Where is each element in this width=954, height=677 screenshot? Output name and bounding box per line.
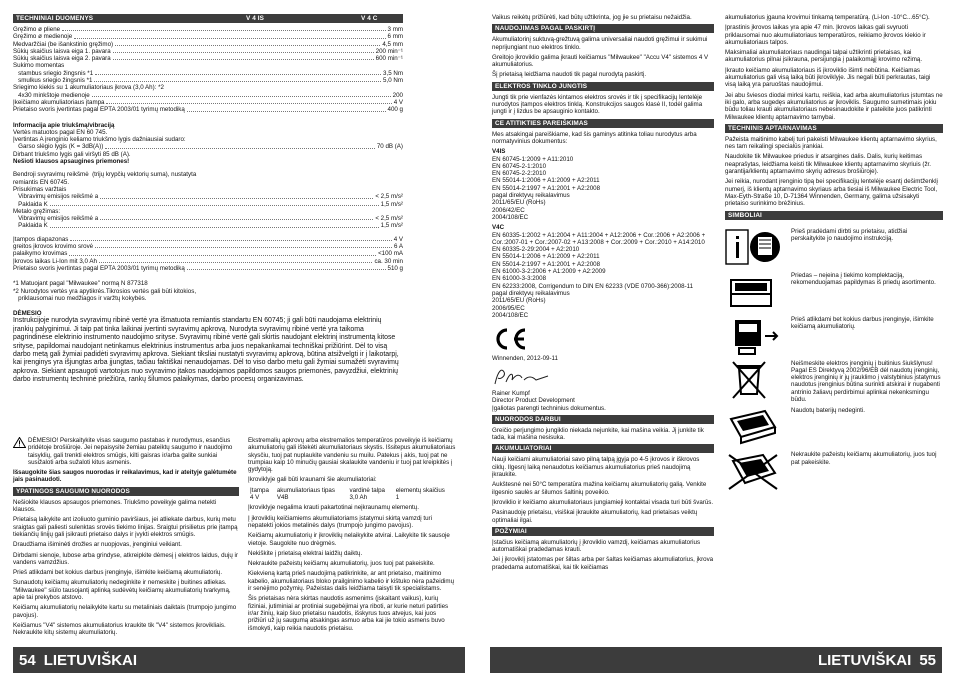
dotted-row xyxy=(13,92,403,99)
service-paragraph: Naudokite tik Milwaukee priedus ir atsargines dalis. Dalis, kurių keitimas neaprašytas, leidžiama keisti tik Milwaukee klientų aptarnavimo skyriuis (žr. garantija/klientų aptarnavimo skyrių adresus brošiūroje). xyxy=(725,153,931,176)
row-label: Prietaiso svoris įvertintas pagal EPTA 2003/01 tyrimų metodiką xyxy=(13,264,185,272)
row-value: 6 A xyxy=(394,243,403,251)
footnote-line: priklausomai nuo medžiagos ir varžtų kokybės. xyxy=(13,294,147,302)
row-value: 4 V xyxy=(393,98,403,106)
mid-paragraph: Keičiamų akumuliatorių ir įkroviklių nelaikykite atvirai. Laikykite tik sausoje vietoje. Saugokite nuo drėgmės. xyxy=(248,532,450,547)
damaged-battery-icon xyxy=(725,451,781,491)
ce-standard: 2006/95/EC xyxy=(492,304,525,312)
safety-column xyxy=(13,437,239,640)
dotted-row xyxy=(13,222,403,229)
section-paragraph: Įkroviklio ir keičiamo akumuliatoriaus jungiamieji kontaktai visada turi būti švarūs. xyxy=(492,498,714,506)
safety-paragraph: Nešiokite klausos apsaugos priemones. Triukšmo poveikyje galima netekti klausos. xyxy=(13,498,217,514)
symbol-row-manual xyxy=(725,228,943,268)
safety-paragraph: Sunaudotų keičiamų akumuliatorių nedeginkite ir nemeskite į buitines atliekas. "Milwaukee" siūlo tausojantį aplinką sudėvėtų keičiamų akumuliatorių tvarkymą, apie tai prekybos atstovo. xyxy=(13,579,231,602)
right-intro-paragraph: Vaikus reikėtų prižiūrėti, kad būtų užtikrinta, jog jie su prietaisu nežaidžia. xyxy=(492,14,692,21)
symbol-text-accessory: Priedas – neįeina į tiekimo komplektaciją, rekomenduojamas papildymas iš priedų asortimento. xyxy=(791,271,936,286)
right-col2-paragraph: Maksimaliai akumuliatoriaus naudingai talpai užtikrinti prietaisas, kai akumuliatorius pilnai įsikrauna, persijungia į palaikomąjį krovimo režimą. xyxy=(725,49,923,64)
dotted-row xyxy=(13,48,403,55)
symbol-row-accessory xyxy=(725,272,943,312)
leader-dots xyxy=(50,201,379,206)
symbol-row-damaged xyxy=(725,451,943,491)
symbol-text-damaged: Nekraukite pažeistų keičiamų akumuliatorių, juos tuoj pat pakeiskite. xyxy=(791,451,937,466)
right-intro xyxy=(492,14,714,21)
row-value: 6 mm xyxy=(387,33,403,41)
leader-dots xyxy=(106,99,391,104)
row-label: palaikymo krovimas xyxy=(13,250,68,258)
ce-signer xyxy=(492,390,714,405)
safety-paras xyxy=(13,499,239,637)
demesio-title: DĖMESIO xyxy=(13,310,42,318)
noise-line: Dirbant triukšmo lygis gali viršyti 85 dB (A). xyxy=(13,150,131,158)
row-label: Gręžimo ø pliene xyxy=(13,26,61,33)
footnote-line: *1 Matuojant pagal "Milwaukee" normą N 877318 xyxy=(13,280,148,288)
dotted-row xyxy=(13,26,403,33)
battery-table-header: Įtampa xyxy=(250,486,269,494)
symbol-text-burn: Naudotų baterijų nedeginti. xyxy=(791,407,865,415)
leader-dots xyxy=(187,265,386,270)
symbol-row-remove xyxy=(725,316,943,356)
battery-table xyxy=(248,487,456,502)
section-header: AKUMULIATORIAI xyxy=(492,444,714,453)
row-label: smulkus sriegio žingsnis *1 xyxy=(13,77,93,85)
ce-standard: EN 61000-3-2:2006 + A1:2009 + A2:2009 xyxy=(492,268,606,276)
noise-line: Įvertintas A įrenginio keliamo triukšmo lygis dažniausiai sudaro: xyxy=(13,136,186,144)
section-paragraph: Aukštesnė nei 50°C temperatūra mažina keičiamų akumuliatorių galią. Venkite ilgesnio saulės ar šilumos šaltinių poveikio. xyxy=(492,481,707,496)
row-label: Įkrovos laikas Li-Ion mit 3,0 Ah xyxy=(13,257,97,265)
dotted-row xyxy=(13,236,403,243)
safety-paragraph: Prietaisą laikykite ant izoliuoto guminio paviršiaus, jei atliekate darbus, kurių metu sraigtas gali paliesti sulenktas srovės tiekimo linijas. Sraigtui prisilietus prie įtampą tiekiančių linijų gali įsikrauti prietaiso dalys ir įvykti elektros smūgis. xyxy=(13,516,238,538)
row-label: Sūkių skaičius laisva eiga 2. pavara xyxy=(13,55,111,63)
row-label: Vibravimų emisijos reikšmė a xyxy=(13,215,99,223)
ce-intro: Mes atsakingai pareiškiame, kad šis gaminys atitinka toliau nurodytus arba normatyvinius dokumentus: xyxy=(492,130,697,145)
mid-paragraph: Nekiškite į prietaisą elektrai laidžių daiktų. xyxy=(248,549,363,557)
leader-dots xyxy=(99,258,373,263)
symbol-row-burn xyxy=(725,407,943,447)
vibration-line: Bendroji svyravimų reikšmė (trijų krypčių vektorių suma), nustatyta xyxy=(13,171,197,179)
battery-table-cell: 1 xyxy=(395,494,400,502)
warning-keep: Išsaugokite šias saugos nuorodas ir reikalavimus, kad ir ateityje galėtumėte jais pasinaudoti. xyxy=(13,469,237,484)
right-col2-paras xyxy=(725,14,943,121)
right-col2-paragraph: Įkrauto keičiamo akumuliatoriaus iš įkroviklio išimti nebūtina. Keičiamas akumuliatorius gali visą laiką būti įkroviklyje. Jis negali būti perkrautas, taigi visą laiką yra paruoštas naudojimui. xyxy=(725,66,931,89)
safety-header: YPATINGOS SAUGUMO NUORODOS xyxy=(13,487,239,496)
right-col-1 xyxy=(492,14,714,574)
leader-dots xyxy=(187,106,386,111)
right-sections-1 xyxy=(492,24,714,115)
mid-paragraph: Kiekvieną kartą prieš naudojimą patikrinkite, ar ant prietaiso, maitinimo kabelio, akumuliatoriaus bloko prailginimo kabelio ir kištuko nėra pažeidimų ir senėjimo požymių. Pažeistas dalis leidžiama taisyti tik specialistams. xyxy=(248,570,455,593)
battery-table-cell: 3,0 Ah xyxy=(349,494,368,502)
row-value: 400 g xyxy=(387,106,403,114)
ce-standard: EN 55014-1:2006 + A1:2009 + A2:2011 xyxy=(492,177,600,185)
page-number-right: 55 xyxy=(919,651,936,669)
ce-place: Winnenden, 2012-09-11 xyxy=(492,355,558,363)
right-col2-paragraph: akumuliatorius įgauna krovimui tinkamą temperatūrą. (Li-Ion -10°C...65°C). xyxy=(725,14,930,21)
leader-dots xyxy=(70,236,391,241)
spec-col2: V 4 C xyxy=(361,15,378,22)
leader-dots xyxy=(74,33,385,38)
row-label: 4x30 minkštoje medienoje xyxy=(13,91,90,99)
symbol-text-manual: Prieš pradėdami dirbti su prietaisu, atidžiai perskaitykite jo naudojimo instrukciją. xyxy=(791,227,908,242)
row-value: <100 mA xyxy=(378,250,403,258)
battery-table-cell: V4B xyxy=(276,494,289,502)
footnotes xyxy=(13,280,403,302)
leader-dots xyxy=(113,48,374,53)
noise-line: Vertės matuotos pagal EN 60 745. xyxy=(13,128,108,136)
row-value: ca. 30 min xyxy=(374,257,403,265)
ce-standard: EN 60745-2-2:2010 xyxy=(492,170,547,178)
dotted-row xyxy=(13,215,403,222)
charger-block xyxy=(13,236,403,272)
right-col2-paragraph: Įprastinis įkrovos laikas yra apie 47 min. Įkrovos laikas gali svyruoti priklausomai nuo akumuliatoriaus temperatūros, reikiamo įkrovos kiekio ir akumuliatoriaus talpos. xyxy=(725,24,926,46)
battery-table-header: vardinė talpa xyxy=(349,486,385,494)
leader-dots xyxy=(100,215,373,220)
dotted-row xyxy=(13,258,403,265)
demesio-text: Instrukcijoje nurodyta svyravimų ribinė vertė yra išmatuota remiantis standartu EN 60745; ji gali būti naudojama elektrinių įrankių palyginimui. Ji taip pat tinka laikinai įvertinti svyravimų apkrovą. Nurodyta svyravimų ribinė vertė yra taikoma pagrindinėse elektrinio instrumento naudojimo srityse. Svyravimų ribinė vertė gali skirtis naudojant elektrinį instrumentą kitose srityse, papildomai naudojant netinkamus elektrinius instrumentus arba juos nepakankamai techniškai prižiūrint. Dėl to visą darbo metą gali žymiai padidėti svyravimų apkrova. Siekiant tiksliai nustatyti svyravimų apkrovą, būtina atsižvelgti ir į laikotarpį, kai įrenginys yra išjungtas arba įjungtas, tačiau faktiškai nenaudojamas. Dėl to viso darbo metu gali žymiai sumažėti svyravimų apkrova. Siekiant apsaugoti vartotojus nuo svyravimo įtakos naudojamos papildomos saugos priemonės, pavyzdžiui, elektrinių darbo instrumentų techninė priežiūra, rankų šilumos palaikymas, darbo procesų organizavimas. xyxy=(13,317,399,384)
vibration-block xyxy=(13,171,403,229)
section-paragraph: Jungti tik prie vienfazės kintamos elektros srovės ir tik į specifikacijų lentelėje nurodytos įtampos elektros tinklą. Konstrukcijos saugos klasė II, todėl galima jungti ir į lizdus be apsauginio kontakto. xyxy=(492,93,703,116)
row-value: 200 xyxy=(392,91,403,99)
mid-column xyxy=(248,437,456,635)
mid-paragraph: Ekstremalių apkrovų arba ekstremalios temperatūros poveikyje iš keičiamų akumuliatorių gali ištekėti akumuliatoriaus skystis. Išsitepus akumuliatoriaus skysčiu, tuoj pat nuplaukite vandeniu su muilu. Patekus į akis, tuoj pat ne trumpiau kaip 10 minučių gausiai skalaukite vandeniu ir tuoj pat kreipkitės į gydytoją. xyxy=(248,437,456,474)
row-value: 600 min⁻¹ xyxy=(375,55,403,63)
spec-header xyxy=(13,14,403,23)
spec-row-label: Sriegimo kiekis su 1 akumuliatoriaus įkrova (3,0 Ah): *2 xyxy=(13,84,164,92)
section-paragraph: Greitojo įkroviklio galima įkrauti keičiamus "Milwaukee" "Accu V4" sistemos 4 V akumuliatorius. xyxy=(492,53,709,69)
row-label: Įtampos diapazonas xyxy=(13,235,69,243)
ce-standard: 2006/42/EC xyxy=(492,206,525,214)
ce-standard: pagal direktyvų reikalavimus xyxy=(492,289,570,297)
noise-label: Garso slėgio lygis (K = 3dB(A)) xyxy=(13,143,104,151)
spec-rows xyxy=(13,26,403,114)
section-header: POŽYMIAI xyxy=(492,527,714,536)
symbol-text-remove: Prieš atlikdami bet kokius darbus įrenginyje, išimkite keičiamą akumuliatorių. xyxy=(791,315,934,330)
ce-standard: 2004/108/EC xyxy=(492,213,529,221)
ce-standard: 2011/65/EU (RoHs) xyxy=(492,199,546,207)
dotted-row xyxy=(13,33,403,40)
row-value: 510 g xyxy=(387,264,403,272)
row-label: greitos įkrovos krovimo srovė xyxy=(13,243,94,251)
leader-dots xyxy=(50,222,379,227)
leader-dots xyxy=(92,92,391,97)
dotted-row xyxy=(13,77,403,84)
row-value: 3,5 Nm xyxy=(383,69,403,77)
noise-warning: Nešioti klausos apsaugines priemones! xyxy=(13,158,130,166)
row-label: Sūkių skaičius laisva eiga 1. pavara xyxy=(13,47,111,55)
spec-title: TECHNINIAI DUOMENYS xyxy=(16,15,94,22)
ce-list-2 xyxy=(492,232,714,320)
ce-standard: EN 55014-2:1997 + A1:2001 + A2:2008 xyxy=(492,184,601,192)
ce-model-2: V4C xyxy=(492,224,505,232)
ce-signer-line: Director Product Development xyxy=(492,397,575,405)
row-value: 3 mm xyxy=(387,26,403,33)
leader-dots xyxy=(69,250,376,255)
safety-paragraph: Keičiamų akumuliatorių nelaikykite kartu su metaliniais daiktais (trumpojo jungimo pavojus). xyxy=(13,604,237,619)
dotted-row xyxy=(13,55,403,62)
weee-bin-icon xyxy=(725,360,781,400)
row-label: Gręžimo ø medienoje xyxy=(13,33,73,41)
safety-paragraph: Dirbdami sienoje, lubose arba grindyse, atkreipkite dėmesį į elektros laidus, dujų ir vandens vamzdžius. xyxy=(13,551,238,566)
spec-row-label: Sukimo momentas xyxy=(13,62,65,70)
section-paragraph: Jei į įkroviklį įstatomas per šiltas arba per šaltas keičiamas akumuliatorius, įkrova pradedama automatiškai, kai tik keičiamas xyxy=(492,556,714,571)
ce-model-1: V4IS xyxy=(492,148,506,156)
vibration-sub: Metalo gręžimas: xyxy=(13,207,61,215)
right-col-2 xyxy=(725,14,943,495)
row-value: 1,5 m/s² xyxy=(380,200,403,208)
footer-left xyxy=(13,647,465,673)
section-header: ELEKTROS TINKLO JUNGTIS xyxy=(492,82,714,91)
dotted-row xyxy=(13,193,403,200)
service-paragraph: Jei reikia, nurodant įrenginio tipą bei specifikacijų lentelėje esantį dešimtženklį numerį, iš klientų aptarnavimo skyriaus arba tiesiai iš Milwaukee Electric Tool, Max-Eyth-Straße 10, D-71364 Winnenden, Germany, galima užsisakyti prietaiso surinkimo brėžinius. xyxy=(725,178,938,208)
ce-header: CE ATITIKTIES PAREIŠKIMAS xyxy=(492,119,714,128)
noise-title: Informacija apie triukšmą/vibraciją xyxy=(13,121,115,129)
leader-dots xyxy=(113,55,374,60)
ce-signer-line: Rainer Kumpf xyxy=(492,389,530,397)
vibration-line: remiantis EN 60745. xyxy=(13,178,70,186)
signature-icon xyxy=(492,366,552,388)
ce-standard: pagal direktyvų reikalavimus xyxy=(492,192,570,200)
safety-paragraph: Prieš atlikdami bet kokius darbus įrenginyje, išimkite keičiamą akumuliatorių. xyxy=(13,569,223,577)
service-paragraph: Pažeista maitinimo kabelį turi pakeisti Milwaukee klientų aptarnavimo skyrius, nes tam reikalingi specialūs įrankiai. xyxy=(725,135,937,151)
section-header: NUORODOS DARBUI xyxy=(492,415,714,424)
ce-standard: EN 61000-3-3:2008 xyxy=(492,275,547,283)
mid-paragraph: Šis prietaisas nėra skirtas naudotis asmenims (įskaitant vaikus), kurių fiziniai, jutiminiai ar protiniai sugebėjimai yra riboti, ar kurie neturi patirties ir/ar žinių, kaip šiuo prietaisu naudotis, išskyrus tuos atvejus, kai juos prižiūri už jų saugumą atsakingas asmuo arba kai jie tokio asmens buvo išmokyti, kaip reikia naudotis prietaisu. xyxy=(248,595,449,632)
noise-row xyxy=(13,143,403,150)
row-value: 4 V xyxy=(393,235,403,243)
dotted-row xyxy=(13,99,403,106)
ce-list-1 xyxy=(492,156,714,222)
leader-dots xyxy=(115,41,380,46)
row-label: Vibravimų emisijos reikšmė a xyxy=(13,193,99,201)
warning-text: DĖMESIO! Perskaitykite visas saugumo pastabas ir nurodymus, esančius pridėtoje brošiūroje. Jei nepaisysite žemiau pateiktų saugumo ir naudojimo taisyklių, gali trenkti elektros smūgis, kilti gaisras ir/arba galite sunkiai susižaloti arba sužaloti kitus asmenis. xyxy=(28,437,233,466)
manual-icon xyxy=(725,228,781,268)
symbols-header: SIMBOLIAI xyxy=(725,211,943,220)
dotted-row xyxy=(13,250,403,257)
battery-charge-icon xyxy=(725,407,781,447)
row-value: 4,5 mm xyxy=(382,40,403,48)
section-header: NAUDOJIMAS PAGAL PASKIRTĮ xyxy=(492,24,714,33)
row-label: Įkeičiamo akumuliatoriaus įtampa xyxy=(13,98,105,106)
ce-standard: EN 60335-1:2002 + A1:2004 + A11:2004 + A12:2006 + Cor.:2006 + A2:2006 + Cor.:2007-01 + Cor.:2007-02 + A13:2008 + Cor.:2009 + Cor.:2010 + A14:2010 xyxy=(492,231,707,246)
right-sections-1b xyxy=(492,415,714,571)
ce-authorized: Įgaliotas parengti techninius dokumentus. xyxy=(492,404,606,412)
page-number-left: 54 xyxy=(19,651,36,669)
safety-paragraph: Draudžiama išiminėti drožles ar nuopjovas, įrenginiui veikiant. xyxy=(13,541,182,549)
vibration-line: Prisukimas varžtais xyxy=(13,185,67,193)
ce-standard: EN 62233:2008, Corrigendum to DIN EN 62233 (VDE 0700-366):2008-11 xyxy=(492,282,694,290)
row-value: 200 min⁻¹ xyxy=(375,47,403,55)
battery-table-cell: 4 V xyxy=(250,494,260,502)
row-value: 5,0 Nm xyxy=(383,77,403,85)
mid-paragraph: Į įkroviklių keičiamiems akumuliatoriams įstatymui skirtą vamzdį turi nepatekti jokios metalinės dalys (trumpojo jungimo pavojus). xyxy=(248,514,432,529)
leader-dots xyxy=(105,143,375,148)
noise-block xyxy=(13,129,403,165)
symbol-row-weee xyxy=(725,360,943,404)
service-paras xyxy=(725,136,943,208)
section-paragraph: Pasinaudoję prietaisu, visiškai įkraukite akumuliatorių, kad prietaisas veiktų optimaliai ilgai. xyxy=(492,509,698,524)
warning-block xyxy=(13,437,239,469)
leader-dots xyxy=(100,193,373,198)
row-value: < 2,5 m/s² xyxy=(375,193,403,201)
section-paragraph: Akumuliatorinį suktuvą-grežtuvą galima universaliai naudoti gręžimui ir sukimui neprijungiant nuo elektros tinklo. xyxy=(492,36,708,51)
row-label: stambus sriegio žingsnis *1 xyxy=(13,69,94,77)
ce-mark-icon xyxy=(492,327,528,351)
ce-standard: EN 60745-2-1:2010 xyxy=(492,162,547,170)
language-right: LIETUVIŠKAI xyxy=(817,651,912,669)
row-label: Paklaida K xyxy=(13,200,48,208)
leader-dots xyxy=(95,70,381,75)
leader-dots xyxy=(95,243,392,248)
dotted-row xyxy=(13,243,403,250)
warning-triangle-icon xyxy=(13,437,26,448)
mid-paragraph: Įkroviklyje gali būti kraunami šie akumuliatoriai: xyxy=(248,476,377,484)
spec-column xyxy=(13,14,403,388)
ce-standard: EN 55014-2:1997 + A1:2001 + A2:2008 xyxy=(492,260,601,268)
dotted-row xyxy=(13,265,403,272)
section-paragraph: Greičio perjungimo jungiklio niekada nejunkite, kai mašina veikia. Jį junkite tik tada, kai mašina nesisuka. xyxy=(492,426,704,442)
section-paragraph: Įstačius keičiamą akumuliatorių į įkroviklio vamzdį, keičiamas akumuliatorius automatiškai pradedamas krauti. xyxy=(492,538,701,554)
spec-col1: V 4 IS xyxy=(246,15,265,22)
battery-table-header: akumuliatoriaus tipas xyxy=(276,486,335,494)
ce-standard: EN 55014-1:2006 + A1:2009 + A2:2011 xyxy=(492,253,600,261)
row-label: Medvaržčiai (be išankstinio gręžimo) xyxy=(13,40,114,48)
row-label: Paklaida K xyxy=(13,222,48,230)
dotted-row xyxy=(13,41,403,48)
ce-standard: 2004/108/EC xyxy=(492,311,529,319)
right-col2-paragraph: Jei abu šviesos diodai mirksi kartu, reiškia, kad arba akumuliatorius įstumtas ne iki galo, arba sugedęs akumuliatorius ar įkroviklis. Saugumo sumetimais jokiu būdu toliau krauti akumuliatoriaus nebesinaudokite ir pateikite juos patikrinti Milwaukee klientų aptarnavimo tarnybai. xyxy=(725,91,943,121)
ce-standard: EN 60745-1:2009 + A11:2010 xyxy=(492,155,574,163)
language-left: LIETUVIŠKAI xyxy=(43,651,138,669)
section-paragraph: Nauji keičiami akumuliatoriai savo pilną talpą įgyja po 4-5 įkrovos ir iškrovos ciklų. Ilgesnį laiką nenaudotus keičiamus akumuliatorius prieš naudojimą įkraukite. xyxy=(492,456,700,479)
mid-paragraph: Įkroviklyje negalima krauti pakartotinai neįkraunamų elementų. xyxy=(248,504,419,512)
dotted-row xyxy=(13,70,403,77)
mid-paragraph: Nekraukite pažeistų keičiamų akumuliatorių, juos tuoj pat pakeiskite. xyxy=(248,560,435,568)
mid-paras-2 xyxy=(248,504,456,631)
leader-dots xyxy=(94,77,381,82)
safety-paragraph: Keičiamus "V4" sistemos akumuliatorius kraukite tik "V4" sistemos įkrovikliais. Nekraukite kitų sistemų akumuliatorių. xyxy=(13,621,226,637)
battery-remove-icon xyxy=(725,316,781,356)
symbol-text-weee: Neišmeskite elektros įrenginių į buitinius šiukšlynus! Pagal ES Direktyvą 2002/96/EB dėl naudotų įrenginių, elektros įrenginių ir jų įrauklimo į valstybinius įstatymus naudotus įrenginius būtina surinkti atskirai ir nugabenti antrinio žaliavų perdirbimui aplinkai nekenksmingu būdu. xyxy=(791,359,941,404)
footer-right xyxy=(490,647,942,673)
leader-dots xyxy=(62,26,385,31)
service-header: TECHNINIS APTARNAVIMAS xyxy=(725,124,943,133)
footnote-line: *2 Nurodytos vertės yra apytikrės.Tikrosios vertės gali būti kitokios, xyxy=(13,287,197,295)
ce-standard: 2011/65/EU (RoHs) xyxy=(492,297,546,305)
dotted-row xyxy=(13,201,403,208)
row-value: < 2,5 m/s² xyxy=(375,215,403,223)
accessory-icon xyxy=(725,272,781,312)
mid-paras xyxy=(248,437,456,484)
ce-standard: EN 60335-2-29:2004 + A2:2010 xyxy=(492,246,580,254)
dotted-row xyxy=(13,106,403,113)
row-value: 1,5 m/s² xyxy=(380,222,403,230)
noise-value: 70 dB (A) xyxy=(376,143,403,151)
battery-table-header: elementų skaičius xyxy=(395,486,445,494)
section-paragraph: Šį prietaisą leidžiama naudoti tik pagal nurodytą paskirtį. xyxy=(492,71,647,79)
row-label: Prietaiso svoris įvertintas pagal EPTA 2003/01 tyrimų metodiką xyxy=(13,106,185,114)
